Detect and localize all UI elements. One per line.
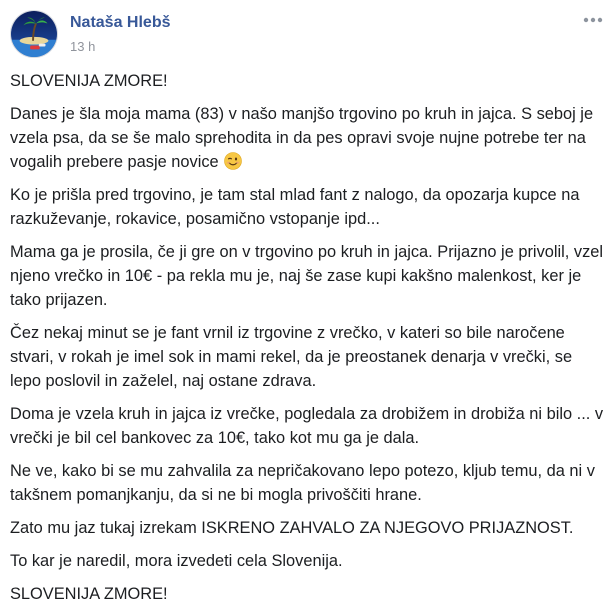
- author-avatar[interactable]: [10, 10, 58, 58]
- post-paragraph: SLOVENIJA ZMORE!: [10, 585, 168, 603]
- post-paragraph: Čez nekaj minut se je fant vrnil iz trgovine z vrečko, v kateri so bile naročene stvari, v rokah je imel sok in mami rekel, da je preostanek denarja v vrečki, se lepo poslovil in zaželel, naj ostane zdrava.: [10, 324, 573, 390]
- post-paragraph: Zato mu jaz tukaj izrekam ISKRENO ZAHVALO ZA NJEGOVO PRIJAZNOST.: [10, 519, 574, 537]
- post-options-button[interactable]: [581, 10, 605, 30]
- post-meta: [70, 39, 95, 54]
- post-body: [10, 69, 605, 615]
- post-paragraph: Doma je vzela kruh in jajca iz vrečke, pogledala za drobižem in drobiža ni bilo ... v vrečki je bil cel bankovec za 10€, tako kot mu ga je dala.: [10, 405, 604, 447]
- post-paragraph: Mama ga je prosila, če ji gre on v trgovino po kruh in jajca. Prijazno je privolil, vzel njeno vrečko in 10€ - pa rekla mu je, naj še zase kupi kakšno malenkost, ker je tako prijazen.: [10, 243, 604, 309]
- post-paragraph: [10, 102, 605, 174]
- island-avatar-icon: [11, 11, 57, 57]
- post-paragraph: Ko je prišla pred trgovino, je tam stal mlad fant z nalogo, da opozarja kupce na razkuževanje, rokavice, posamično vstopanje ipd...: [10, 186, 580, 228]
- post-paragraph: To kar je naredil, mora izvedeti cela Slovenija.: [10, 552, 343, 570]
- ellipsis-icon: [583, 17, 603, 23]
- post-header: [10, 10, 605, 60]
- post-timestamp[interactable]: 13 h: [70, 39, 96, 54]
- post-paragraph: SLOVENIJA ZMORE!: [10, 72, 168, 90]
- post-paragraph-text: Danes je šla moja mama (83) v našo manjšo trgovino po kruh in jajca. S seboj je vzela psa, da se še malo sprehodita in da pes opravi svoje nujne potrebe ter na vogalih prebere pasje novice: [10, 105, 594, 171]
- author-name[interactable]: Nataša Hlebš: [70, 14, 171, 31]
- post-paragraph: Ne ve, kako bi se mu zahvalila za nepričakovano lepo potezo, kljub temu, da ni v takšnem pomanjkanju, da si ne bi mogla privoščiti hrane.: [10, 462, 595, 504]
- winking-face-icon: [224, 152, 242, 170]
